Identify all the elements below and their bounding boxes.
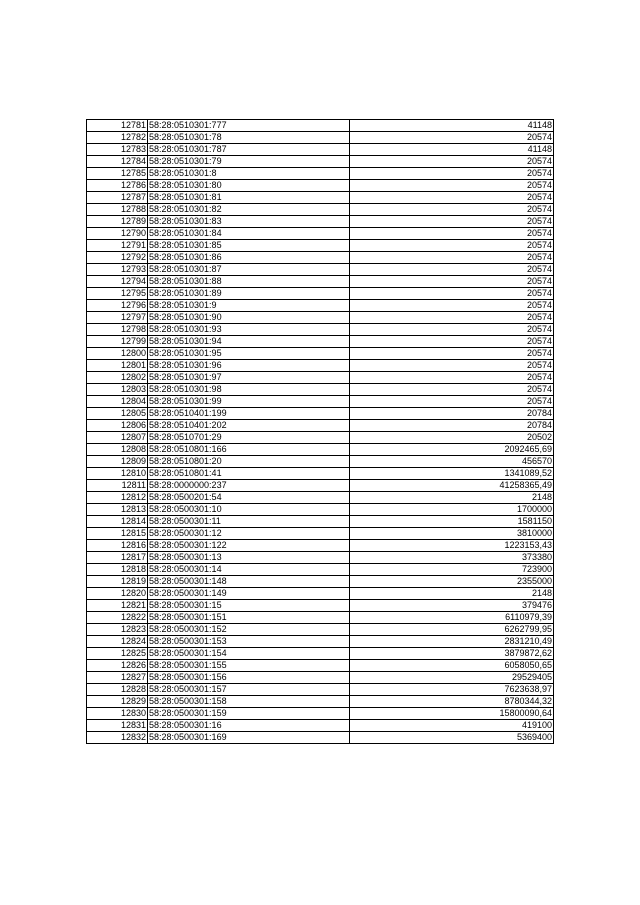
table-row xyxy=(87,288,554,300)
table-row xyxy=(87,324,554,336)
table-row xyxy=(87,672,554,684)
cadastral-number-cell: 58:28:0510401:202 xyxy=(148,420,350,432)
value-cell: 20574 xyxy=(350,168,554,180)
row-number-cell: 12791 xyxy=(87,240,148,252)
row-number-cell: 12796 xyxy=(87,300,148,312)
table-row xyxy=(87,540,554,552)
cadastral-number-cell: 58:28:0510801:20 xyxy=(148,456,350,468)
row-number-cell: 12804 xyxy=(87,396,148,408)
table-row xyxy=(87,228,554,240)
table-row xyxy=(87,684,554,696)
cadastral-number-cell: 58:28:0510301:85 xyxy=(148,240,350,252)
table-row xyxy=(87,180,554,192)
table-row xyxy=(87,144,554,156)
cadastral-number-cell: 58:28:0510801:166 xyxy=(148,444,350,456)
table-row xyxy=(87,444,554,456)
table-row xyxy=(87,276,554,288)
value-cell: 20574 xyxy=(350,156,554,168)
row-number-cell: 12785 xyxy=(87,168,148,180)
table-row xyxy=(87,552,554,564)
row-number-cell: 12789 xyxy=(87,216,148,228)
table-row xyxy=(87,252,554,264)
value-cell: 20574 xyxy=(350,180,554,192)
value-cell: 20574 xyxy=(350,300,554,312)
table-row xyxy=(87,240,554,252)
value-cell: 41148 xyxy=(350,120,554,132)
value-cell: 1581150 xyxy=(350,516,554,528)
value-cell: 5369400 xyxy=(350,732,554,744)
value-cell: 20574 xyxy=(350,192,554,204)
cadastral-number-cell: 58:28:0500301:154 xyxy=(148,648,350,660)
cadastral-number-cell: 58:28:0500301:10 xyxy=(148,504,350,516)
value-cell: 41148 xyxy=(350,144,554,156)
row-number-cell: 12782 xyxy=(87,132,148,144)
value-cell: 20574 xyxy=(350,240,554,252)
cadastral-number-cell: 58:28:0500301:152 xyxy=(148,624,350,636)
row-number-cell: 12795 xyxy=(87,288,148,300)
value-cell: 20502 xyxy=(350,432,554,444)
row-number-cell: 12793 xyxy=(87,264,148,276)
cadastral-number-cell: 58:28:0510301:9 xyxy=(148,300,350,312)
row-number-cell: 12783 xyxy=(87,144,148,156)
value-cell: 2355000 xyxy=(350,576,554,588)
row-number-cell: 12801 xyxy=(87,360,148,372)
value-cell: 3879872,62 xyxy=(350,648,554,660)
cadastral-number-cell: 58:28:0500301:158 xyxy=(148,696,350,708)
row-number-cell: 12810 xyxy=(87,468,148,480)
cadastral-number-cell: 58:28:0500301:159 xyxy=(148,708,350,720)
table-row xyxy=(87,468,554,480)
table-row xyxy=(87,264,554,276)
value-cell: 1223153,43 xyxy=(350,540,554,552)
cadastral-number-cell: 58:28:0500301:148 xyxy=(148,576,350,588)
row-number-cell: 12807 xyxy=(87,432,148,444)
table-row xyxy=(87,432,554,444)
value-cell: 41258365,49 xyxy=(350,480,554,492)
row-number-cell: 12805 xyxy=(87,408,148,420)
table-row xyxy=(87,204,554,216)
value-cell: 20574 xyxy=(350,312,554,324)
value-cell: 20784 xyxy=(350,420,554,432)
value-cell: 2148 xyxy=(350,492,554,504)
row-number-cell: 12802 xyxy=(87,372,148,384)
table-row xyxy=(87,300,554,312)
cadastral-number-cell: 58:28:0510301:93 xyxy=(148,324,350,336)
row-number-cell: 12794 xyxy=(87,276,148,288)
cadastral-number-cell: 58:28:0510301:81 xyxy=(148,192,350,204)
table-row xyxy=(87,648,554,660)
table-row xyxy=(87,636,554,648)
row-number-cell: 12800 xyxy=(87,348,148,360)
cadastral-number-cell: 58:28:0510301:97 xyxy=(148,372,350,384)
row-number-cell: 12832 xyxy=(87,732,148,744)
value-cell: 20574 xyxy=(350,132,554,144)
table-row xyxy=(87,732,554,744)
row-number-cell: 12803 xyxy=(87,384,148,396)
cadastral-number-cell: 58:28:0500201:54 xyxy=(148,492,350,504)
cadastral-number-cell: 58:28:0510301:88 xyxy=(148,276,350,288)
cadastral-number-cell: 58:28:0510301:78 xyxy=(148,132,350,144)
row-number-cell: 12798 xyxy=(87,324,148,336)
cadastral-number-cell: 58:28:0500301:12 xyxy=(148,528,350,540)
cadastral-number-cell: 58:28:0500301:153 xyxy=(148,636,350,648)
table-body xyxy=(87,120,554,744)
value-cell: 20574 xyxy=(350,264,554,276)
value-cell: 20574 xyxy=(350,384,554,396)
cadastral-number-cell: 58:28:0500301:16 xyxy=(148,720,350,732)
table-row xyxy=(87,480,554,492)
row-number-cell: 12818 xyxy=(87,564,148,576)
value-cell: 379476 xyxy=(350,600,554,612)
cadastral-number-cell: 58:28:0510801:41 xyxy=(148,468,350,480)
cadastral-number-cell: 58:28:0000000:237 xyxy=(148,480,350,492)
value-cell: 20574 xyxy=(350,228,554,240)
table-row xyxy=(87,216,554,228)
cadastral-number-cell: 58:28:0510301:787 xyxy=(148,144,350,156)
cadastral-number-cell: 58:28:0500301:14 xyxy=(148,564,350,576)
table-row xyxy=(87,660,554,672)
cadastral-number-cell: 58:28:0510401:199 xyxy=(148,408,350,420)
table-row xyxy=(87,156,554,168)
table-row xyxy=(87,396,554,408)
table-row xyxy=(87,312,554,324)
value-cell: 8780344,32 xyxy=(350,696,554,708)
row-number-cell: 12781 xyxy=(87,120,148,132)
cadastral-number-cell: 58:28:0510301:83 xyxy=(148,216,350,228)
cadastral-number-cell: 58:28:0510301:82 xyxy=(148,204,350,216)
value-cell: 20574 xyxy=(350,396,554,408)
cadastral-number-cell: 58:28:0510301:84 xyxy=(148,228,350,240)
row-number-cell: 12792 xyxy=(87,252,148,264)
value-cell: 2831210,49 xyxy=(350,636,554,648)
table-row xyxy=(87,504,554,516)
row-number-cell: 12784 xyxy=(87,156,148,168)
row-number-cell: 12822 xyxy=(87,612,148,624)
cadastral-number-cell: 58:28:0500301:122 xyxy=(148,540,350,552)
row-number-cell: 12786 xyxy=(87,180,148,192)
value-cell: 20574 xyxy=(350,216,554,228)
value-cell: 29529405 xyxy=(350,672,554,684)
table-row xyxy=(87,708,554,720)
row-number-cell: 12813 xyxy=(87,504,148,516)
value-cell: 6058050,65 xyxy=(350,660,554,672)
table-row xyxy=(87,168,554,180)
value-cell: 20574 xyxy=(350,252,554,264)
value-cell: 20574 xyxy=(350,360,554,372)
cadastral-number-cell: 58:28:0510301:98 xyxy=(148,384,350,396)
cadastral-number-cell: 58:28:0510301:80 xyxy=(148,180,350,192)
table-row xyxy=(87,132,554,144)
table-row xyxy=(87,492,554,504)
row-number-cell: 12823 xyxy=(87,624,148,636)
value-cell: 373380 xyxy=(350,552,554,564)
value-cell: 20574 xyxy=(350,288,554,300)
table-row xyxy=(87,192,554,204)
table-row xyxy=(87,456,554,468)
value-cell: 2092465,69 xyxy=(350,444,554,456)
row-number-cell: 12799 xyxy=(87,336,148,348)
value-cell: 20784 xyxy=(350,408,554,420)
row-number-cell: 12820 xyxy=(87,588,148,600)
cadastral-number-cell: 58:28:0500301:15 xyxy=(148,600,350,612)
value-cell: 15800090,64 xyxy=(350,708,554,720)
row-number-cell: 12787 xyxy=(87,192,148,204)
table-row xyxy=(87,600,554,612)
row-number-cell: 12812 xyxy=(87,492,148,504)
cadastral-number-cell: 58:28:0500301:156 xyxy=(148,672,350,684)
row-number-cell: 12806 xyxy=(87,420,148,432)
cadastral-number-cell: 58:28:0510301:95 xyxy=(148,348,350,360)
table-row xyxy=(87,588,554,600)
table-row xyxy=(87,336,554,348)
table-row xyxy=(87,576,554,588)
row-number-cell: 12827 xyxy=(87,672,148,684)
table-row xyxy=(87,420,554,432)
value-cell: 6262799,95 xyxy=(350,624,554,636)
value-cell: 3810000 xyxy=(350,528,554,540)
row-number-cell: 12824 xyxy=(87,636,148,648)
value-cell: 2148 xyxy=(350,588,554,600)
row-number-cell: 12808 xyxy=(87,444,148,456)
table-row xyxy=(87,348,554,360)
row-number-cell: 12811 xyxy=(87,480,148,492)
value-cell: 20574 xyxy=(350,372,554,384)
data-table xyxy=(86,119,554,744)
cadastral-number-cell: 58:28:0510301:777 xyxy=(148,120,350,132)
cadastral-number-cell: 58:28:0510301:87 xyxy=(148,264,350,276)
value-cell: 456570 xyxy=(350,456,554,468)
cadastral-number-cell: 58:28:0500301:151 xyxy=(148,612,350,624)
row-number-cell: 12814 xyxy=(87,516,148,528)
row-number-cell: 12819 xyxy=(87,576,148,588)
row-number-cell: 12831 xyxy=(87,720,148,732)
value-cell: 1700000 xyxy=(350,504,554,516)
table-row xyxy=(87,384,554,396)
value-cell: 20574 xyxy=(350,204,554,216)
cadastral-number-cell: 58:28:0510301:96 xyxy=(148,360,350,372)
value-cell: 20574 xyxy=(350,348,554,360)
cadastral-number-cell: 58:28:0510301:86 xyxy=(148,252,350,264)
cadastral-number-cell: 58:28:0510301:8 xyxy=(148,168,350,180)
cadastral-number-cell: 58:28:0500301:149 xyxy=(148,588,350,600)
table-row xyxy=(87,408,554,420)
row-number-cell: 12817 xyxy=(87,552,148,564)
table-row xyxy=(87,372,554,384)
cadastral-number-cell: 58:28:0500301:11 xyxy=(148,516,350,528)
cadastral-number-cell: 58:28:0500301:13 xyxy=(148,552,350,564)
value-cell: 7623638,97 xyxy=(350,684,554,696)
row-number-cell: 12788 xyxy=(87,204,148,216)
row-number-cell: 12797 xyxy=(87,312,148,324)
value-cell: 6110979,39 xyxy=(350,612,554,624)
cadastral-number-cell: 58:28:0510301:79 xyxy=(148,156,350,168)
cadastral-number-cell: 58:28:0500301:155 xyxy=(148,660,350,672)
table-row xyxy=(87,720,554,732)
cadastral-number-cell: 58:28:0500301:157 xyxy=(148,684,350,696)
table-row xyxy=(87,120,554,132)
row-number-cell: 12830 xyxy=(87,708,148,720)
cadastral-number-cell: 58:28:0510701:29 xyxy=(148,432,350,444)
cadastral-number-cell: 58:28:0510301:90 xyxy=(148,312,350,324)
row-number-cell: 12821 xyxy=(87,600,148,612)
cadastral-number-cell: 58:28:0510301:99 xyxy=(148,396,350,408)
table-row xyxy=(87,516,554,528)
row-number-cell: 12828 xyxy=(87,684,148,696)
row-number-cell: 12809 xyxy=(87,456,148,468)
row-number-cell: 12790 xyxy=(87,228,148,240)
table-row xyxy=(87,360,554,372)
value-cell: 723900 xyxy=(350,564,554,576)
table-row xyxy=(87,612,554,624)
table-row xyxy=(87,564,554,576)
row-number-cell: 12829 xyxy=(87,696,148,708)
value-cell: 20574 xyxy=(350,336,554,348)
value-cell: 20574 xyxy=(350,276,554,288)
value-cell: 1341089,52 xyxy=(350,468,554,480)
value-cell: 20574 xyxy=(350,324,554,336)
table-row xyxy=(87,696,554,708)
row-number-cell: 12825 xyxy=(87,648,148,660)
cadastral-number-cell: 58:28:0500301:169 xyxy=(148,732,350,744)
value-cell: 419100 xyxy=(350,720,554,732)
table-row xyxy=(87,528,554,540)
table-row xyxy=(87,624,554,636)
row-number-cell: 12826 xyxy=(87,660,148,672)
cadastral-number-cell: 58:28:0510301:89 xyxy=(148,288,350,300)
row-number-cell: 12816 xyxy=(87,540,148,552)
row-number-cell: 12815 xyxy=(87,528,148,540)
cadastral-number-cell: 58:28:0510301:94 xyxy=(148,336,350,348)
